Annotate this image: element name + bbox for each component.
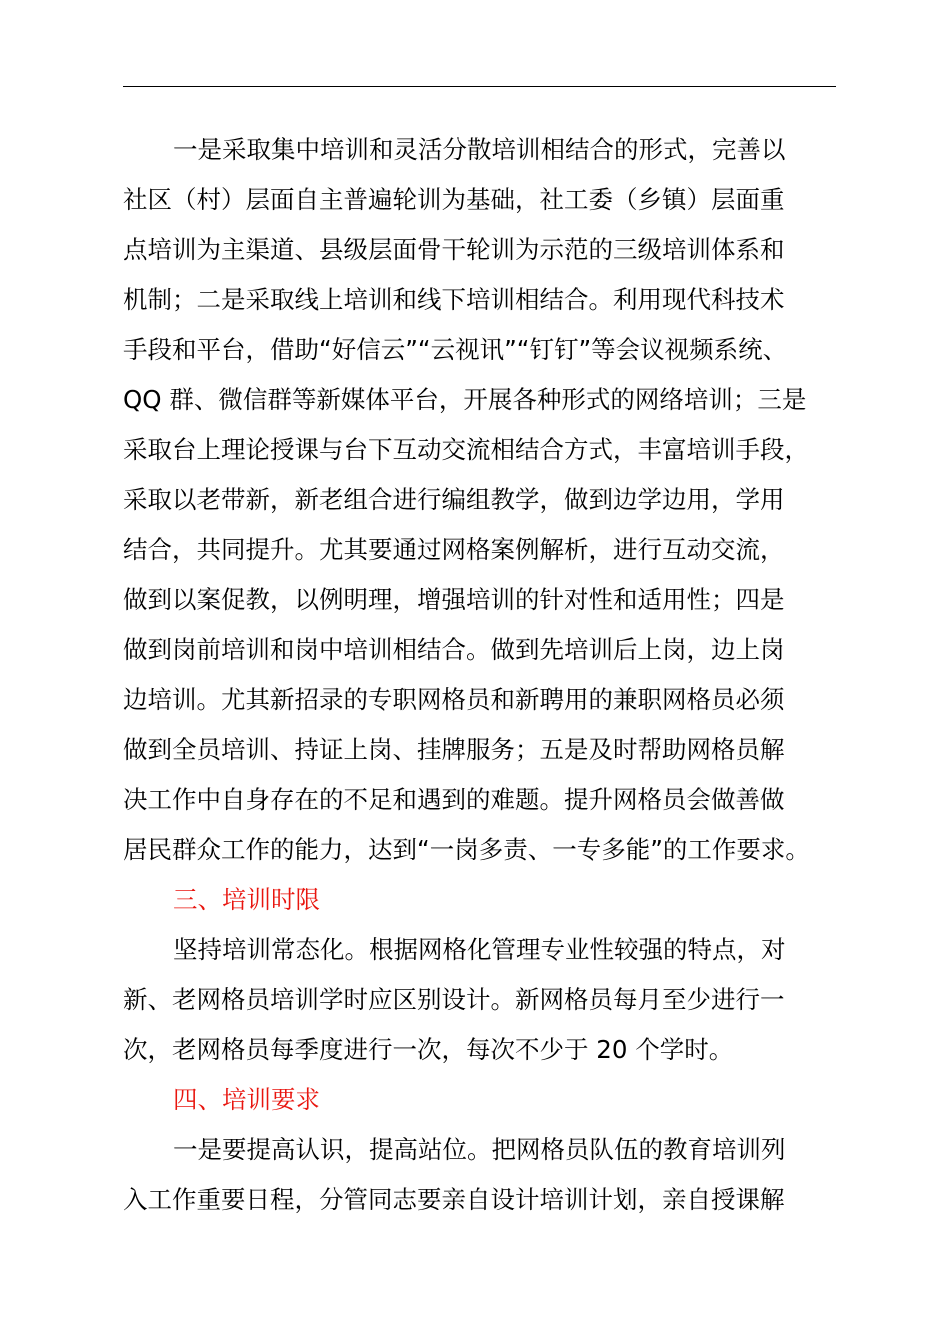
paragraph-1-line: 点培训为主渠道、县级层面骨干轮训为示范的三级培训体系和 (123, 235, 785, 264)
paragraph-1-line: 边培训。尤其新招录的专职网格员和新聘用的兼职网格员必须 (123, 685, 785, 714)
section-heading-training-requirements: 四、培训要求 (173, 1085, 320, 1114)
paragraph-1-line: 结合，共同提升。尤其要通过网格案例解析，进行互动交流， (123, 535, 785, 564)
paragraph-1-line: 做到以案促教，以例明理，增强培训的针对性和适用性；四是 (123, 585, 785, 614)
document-body (123, 125, 837, 1225)
paragraph-3-line: 一是要提高认识，提高站位。把网格员队伍的教育培训列 (173, 1135, 786, 1164)
paragraph-3-line: 入工作重要日程，分管同志要亲自设计培训计划，亲自授课解 (123, 1185, 785, 1214)
paragraph-1-line: 采取台上理论授课与台下互动交流相结合方式，丰富培训手段， (123, 435, 809, 464)
paragraph-2-line: 新、老网格员培训学时应区别设计。新网格员每月至少进行一 (123, 985, 785, 1014)
paragraph-1-line: 手段和平台，借助“好信云”“云视讯”“钉钉”等会议视频系统、 (123, 335, 788, 364)
paragraph-1-line: 做到全员培训、持证上岗、挂牌服务；五是及时帮助网格员解 (123, 735, 785, 764)
paragraph-1-line: QQ 群、微信群等新媒体平台，开展各种形式的网络培训；三是 (123, 385, 807, 414)
paragraph-2-line: 坚持培训常态化。根据网格化管理专业性较强的特点，对 (173, 935, 786, 964)
header-rule (123, 86, 836, 87)
paragraph-1-line: 居民群众工作的能力，达到“一岗多责、一专多能”的工作要求。 (123, 835, 810, 864)
paragraph-1-line: 机制；二是采取线上培训和线下培训相结合。利用现代科技术 (123, 285, 785, 314)
paragraph-1-line: 社区（村）层面自主普遍轮训为基础，社工委（乡镇）层面重 (123, 185, 785, 214)
paragraph-1-line: 做到岗前培训和岗中培训相结合。做到先培训后上岗，边上岗 (123, 635, 785, 664)
paragraph-1-line: 决工作中自身存在的不足和遇到的难题。提升网格员会做善做 (123, 785, 785, 814)
paragraph-2-line: 次，老网格员每季度进行一次，每次不少于 20 个学时。 (123, 1035, 734, 1064)
section-heading-training-period: 三、培训时限 (173, 885, 320, 914)
paragraph-1-line: 采取以老带新，新老组合进行编组教学，做到边学边用，学用 (123, 485, 785, 514)
paragraph-1-line: 一是采取集中培训和灵活分散培训相结合的形式，完善以 (173, 135, 786, 164)
